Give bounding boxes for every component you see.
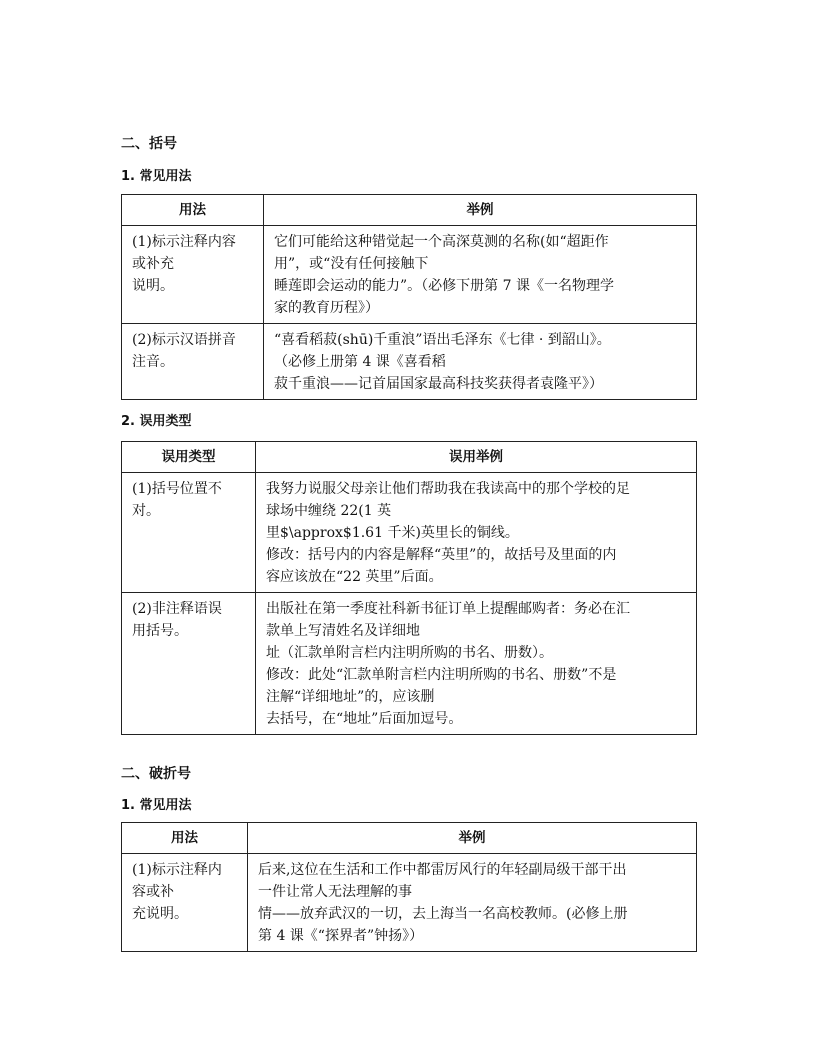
example-text: （必修上册第 4 课《喜看稻 xyxy=(274,354,446,370)
usage-text: 或补充 xyxy=(132,256,174,272)
example-text: 第 4 课《“探界者”钟扬》） xyxy=(258,928,424,944)
example-cell xyxy=(264,324,697,400)
subsection-title-common-usage: 1. 常见用法 xyxy=(121,169,192,184)
example-text: 修改：此处“汇款单附言栏内注明所购的书名、册数”不是 xyxy=(266,667,617,683)
table-row xyxy=(122,226,697,324)
misuse-type-cell xyxy=(122,473,256,593)
column-header-example: 举例 xyxy=(248,823,697,854)
usage-text: (1)标示注释内容 xyxy=(132,234,236,250)
example-cell xyxy=(264,226,697,324)
misuse-type-text: 对。 xyxy=(132,503,160,519)
example-text: 去括号，在“地址”后面加逗号。 xyxy=(266,711,463,727)
misuse-example-cell xyxy=(256,473,697,593)
example-text: 修改：括号内的内容是解释“英里”的，故括号及里面的内 xyxy=(266,547,617,563)
example-text: 情——放弃武汉的一切，去上海当一名高校教师。(必修上册 xyxy=(258,906,628,922)
example-text: 容应该放在“22 英里”后面。 xyxy=(266,569,443,585)
example-text: “喜看稻菽(shū)千重浪”语出毛泽东《七律 · 到韶山》。 xyxy=(274,332,611,348)
example-text: 一件让常人无法理解的事 xyxy=(258,884,412,900)
example-text: 出版社在第一季度社科新书征订单上提醒邮购者：务必在汇 xyxy=(266,601,630,617)
example-text: 我努力说服父母亲让他们帮助我在我读高中的那个学校的足 xyxy=(266,481,630,497)
example-text: 菽千重浪——记首届国家最高科技奖获得者袁隆平》） xyxy=(274,376,603,392)
example-cell xyxy=(248,854,697,952)
example-text: 注解“详细地址”的，应该删 xyxy=(266,689,435,705)
misuse-type-text: (1)括号位置不 xyxy=(132,481,222,497)
table-row xyxy=(122,473,697,593)
example-text: 款单上写清姓名及详细地 xyxy=(266,623,420,639)
table-header-row xyxy=(122,195,697,226)
usage-text: 注音。 xyxy=(132,354,174,370)
misuse-type-text: (2)非注释语误 xyxy=(132,601,222,617)
usage-text: 说明。 xyxy=(132,278,174,294)
dash-usage-table xyxy=(121,822,697,952)
usage-cell xyxy=(122,226,264,324)
column-header-example: 举例 xyxy=(264,195,697,226)
brackets-misuse-table xyxy=(121,441,697,735)
usage-cell xyxy=(122,854,248,952)
section-heading-dash: 二、破折号 xyxy=(121,766,191,782)
usage-text: 充说明。 xyxy=(132,906,188,922)
example-text: 睡莲即会运动的能力”。（必修下册第 7 课《一名物理学 xyxy=(274,278,614,294)
misuse-example-cell xyxy=(256,593,697,735)
usage-text: (2)标示汉语拼音 xyxy=(132,332,236,348)
subsection-title-misuse-types: 2. 误用类型 xyxy=(121,414,192,429)
misuse-type-cell xyxy=(122,593,256,735)
table-row xyxy=(122,324,697,400)
example-text: 里$\approx$1.61 千米)英里长的铜线。 xyxy=(266,525,519,541)
column-header-misuse-type: 误用类型 xyxy=(122,442,256,473)
usage-text: 容或补 xyxy=(132,884,174,900)
column-header-usage: 用法 xyxy=(122,823,248,854)
table-header-row xyxy=(122,442,697,473)
usage-cell xyxy=(122,324,264,400)
column-header-misuse-example: 误用举例 xyxy=(256,442,697,473)
table-row xyxy=(122,593,697,735)
example-text: 它们可能给这种错觉起一个高深莫测的名称(如“超距作 xyxy=(274,234,609,250)
example-text: 球场中缠绕 22(1 英 xyxy=(266,503,392,519)
example-text: 址（汇款单附言栏内注明所购的书名、册数）。 xyxy=(266,645,553,661)
misuse-type-text: 用括号。 xyxy=(132,623,188,639)
subsection-title-common-usage: 1. 常见用法 xyxy=(121,798,192,813)
example-text: 后来,这位在生活和工作中都雷厉风行的年轻副局级干部干出 xyxy=(258,862,627,878)
section-heading-brackets: 二、括号 xyxy=(121,136,177,152)
brackets-usage-table xyxy=(121,194,697,400)
column-header-usage: 用法 xyxy=(122,195,264,226)
table-row xyxy=(122,854,697,952)
example-text: 家的教育历程》） xyxy=(274,300,379,316)
usage-text: (1)标示注释内 xyxy=(132,862,222,878)
example-text: 用”，或“没有任何接触下 xyxy=(274,256,429,272)
table-header-row xyxy=(122,823,697,854)
